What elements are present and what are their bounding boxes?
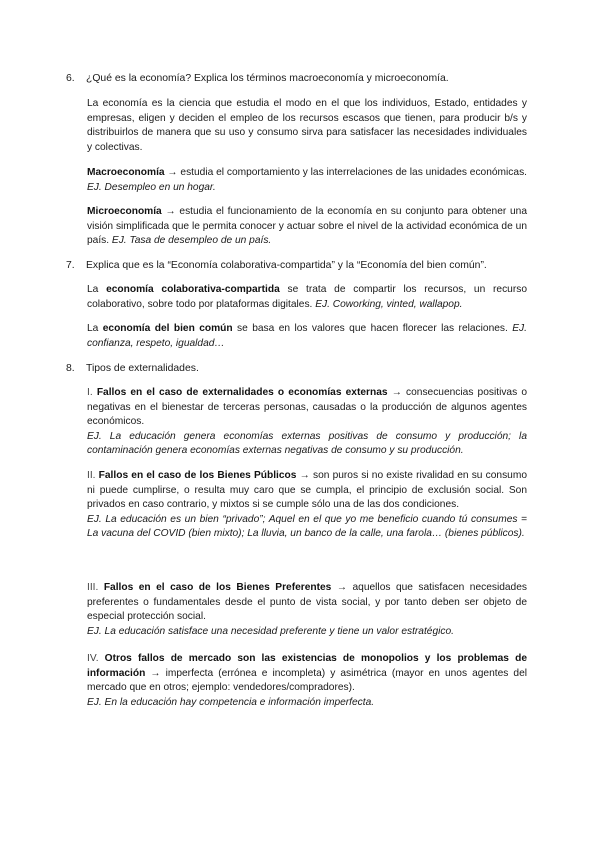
question-text: Explica que es la “Economía colaborativa-compartida” y la “Economía del bien común”. [86,260,487,271]
externality-term: Otros fallos de mercado son las existencias de monopolios y los problemas de información [87,653,527,679]
externality-example: EJ. La educación genera economías externas positivas de consumo y producción; la contaminación genera economías externas negativas de consumo y su producción. [87,430,527,457]
externality-text: → son puros si no existe rivalidad en su consumo ni puede cumplirse, o resulta muy caro que se cumpla, el principio de exclusión social. Son privados en caso contrario, y mixtos si se cumple sólo una de las dos condiciones. [87,470,527,511]
externality-example: EJ. La educación satisface una necesidad preferente y tiene un valor estratégico. [87,625,454,637]
externality-text: → consecuencias positivas o negativas en el bienestar de terceras personas, causadas o la producción de algunos agentes económicos. [87,387,527,428]
question-number: 6. [66,73,75,84]
externality-term: Fallos en el caso de los Bienes Públicos [98,470,297,481]
externality-term: Fallos en el caso de externalidades o economías externas [96,387,388,398]
externality-example: EJ. La educación es un bien “privado”; Aquel en el que yo me beneficio cuando tú consumes = La vacuna del COVID (bien mixto); La lluvia, un banco de la calle, una farola… (bienes públicos). [87,513,527,540]
microeconomy-example: EJ. Tasa de desempleo de un país. [111,235,272,247]
macroeconomy-example: EJ. Desempleo en un hogar. [87,181,216,193]
macroeconomy-term: Macroeconomía [87,167,165,178]
question-number: 8. [66,363,75,374]
externality-text: → aquellos que satisfacen necesidades preferentes o fundamentales desde el punto de vista social, y por tanto deben ser objeto de especial protección social. [87,582,527,623]
paragraph-prefix: La [87,323,103,334]
question-8 [66,362,536,376]
collaborative-economy-example: EJ. Coworking, vinted, wallapop. [315,298,463,310]
collaborative-economy-text: se trata de compartir los recursos, un recurso colaborativo, sobre todo por plataformas digitales. [87,284,527,310]
externality-item-3 [87,581,527,639]
macroeconomy-paragraph [87,166,527,195]
question-7 [66,259,536,273]
externality-item-2 [87,469,527,542]
question-text: Tipos de externalidades. [86,363,199,374]
roman-numeral: III. [87,582,104,593]
microeconomy-text: → estudia el funcionamiento de la economía en su conjunto para obtener una visión simplificada que le permita conocer y actuar sobre el nivel de la actividad económica de un país. [87,206,527,247]
question-text: ¿Qué es la economía? Explica los términos macroeconomía y microeconomía. [86,73,449,84]
paragraph-prefix: La [87,284,107,295]
roman-numeral: IV. [87,653,105,664]
externality-example: EJ. En la educación hay competencia e información imperfecta. [87,696,375,708]
microeconomy-term: Microeconomía [87,206,162,217]
economy-definition: La economía es la ciencia que estudia el modo en el que los individuos, Estado, entidades y empresas, eligen y deciden el empleo de los recursos escasos que tienen, para producir b/s y distribuirlos de manera que su uso y consumo sirva para satisfacer las necesidades individuales y colectivas. [87,98,527,153]
question-number: 7. [66,260,75,271]
externality-term: Fallos en el caso de los Bienes Preferentes [103,582,332,593]
externality-item-4 [87,652,527,710]
externality-text: → imperfecta (errónea e incompleta) y asimétrica (mayor en unos agentes del mercado que en otros; ejemplo: vendedores/compradores). [87,667,527,694]
roman-numeral: I. [87,387,97,398]
common-good-term: economía del bien común [102,323,233,334]
macroeconomy-text: → estudia el comportamiento y las interrelaciones de las unidades económicas. [164,167,527,178]
roman-numeral: II. [87,470,99,481]
microeconomy-paragraph [87,205,527,249]
question-6 [66,72,536,86]
collaborative-economy-paragraph [87,283,527,312]
common-good-paragraph [87,322,527,351]
collaborative-economy-term: economía colaborativa-compartida [106,284,280,295]
common-good-example: EJ. confianza, respeto, igualdad… [87,323,527,349]
externality-item-1 [87,386,527,459]
common-good-text: se basa en los valores que hacen florecer las relaciones. [232,323,513,334]
